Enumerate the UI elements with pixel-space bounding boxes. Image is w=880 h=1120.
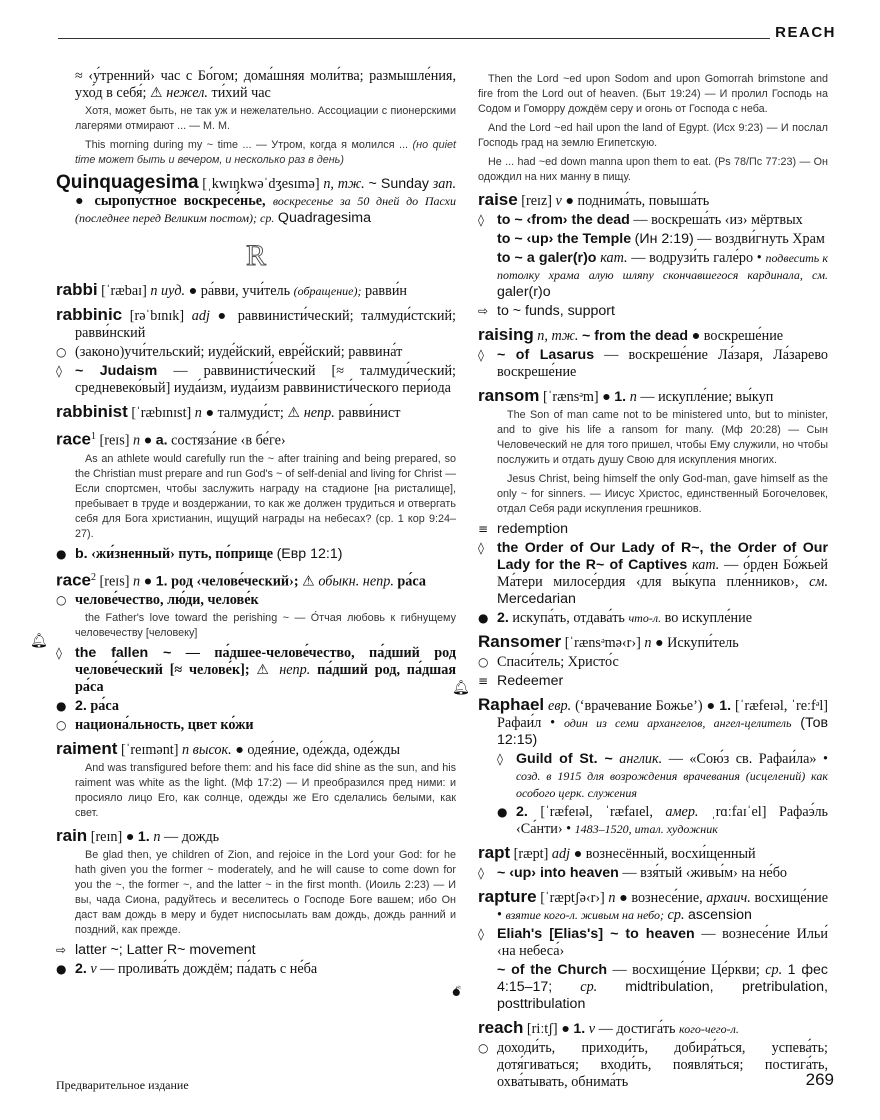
bullet-icon: ● [56,546,67,561]
letter-divider: R [245,239,266,272]
bullet-icon: ● [56,699,67,714]
diamond-marker-icon: ◊ [497,752,503,766]
entry-rapture: rapture [ˈræptʃə‹r›] n ● вознесе́ние, архаич. восхище́ние • взятие кого-л. живым на небо; ср. ascension [478,887,828,923]
entry-rabbi: rabbi [ˈræbaɪ] n иуд. ● ра́вви, учи́тель (обращение); равви́н [56,280,408,299]
sub-sense: ○ национа́льность, цвет ко́жи [56,717,254,734]
circle-marker-icon: ○ [478,1041,489,1055]
idiom: ◊ Guild of St. ~ англик. — «Сою́з св. Рафаи́ла» • созд. в 1915 для возрождения врачевания (исцелений) как особого церк. служения [497,751,828,800]
example: And the Lord ~ed hail upon the land of Egypt. (Исх 9:23) — И послал Господь град на землю Египетскую. [478,122,828,149]
example: The Son of man came not to be ministered unto, but to minister, and to give his life a ransom for many. (Мф 20:28) — Сын Человеческий не для того пришел, чтобы Ему служили, но чтобы послужить и отдать душу Свою для искупления многих. [497,409,828,466]
entry-ransom: ransom [ˈrænsᵊm] ● 1. n — искупле́ние; вы́куп [478,386,774,405]
bullet-icon: ● [497,805,508,819]
edition-note: Предварительное издание [56,1078,189,1092]
bomb-icon: 💣︎ [452,984,462,1000]
idiom: ◊ ~ of Lasarus — воскреше́ние Ла́заря, Ла́зарево воскреше́ние [478,347,829,380]
diamond-marker-icon: ◊ [56,364,62,378]
right-column [478,70,828,1093]
entry-ransomer: Ransomer [ˈrænsᵊmə‹r›] n ● Искупи́тель [478,632,739,651]
equiv-icon: ≡ [478,522,489,536]
warning-triangle-icon: ⚠ [150,85,163,101]
circle-marker-icon: ○ [478,655,489,669]
sub-sense: ○ (законо)учи́тельский; иуде́йский, евре́йский; раввина́т [56,344,403,360]
equiv-icon: ≡ [478,674,489,688]
left-column [56,68,456,980]
example: He ... had ~ed down manna upon them to eat. (Ps 78/Пс 77:23) — Он одождил на них манну в пищу. [478,156,828,183]
sub-sense: ○ доходи́ть, приходи́ть, добира́ться, успева́ть; дотя́гиваться; входи́ть, появля́ться; постига́ть, охва́тывать, обнима́ть [478,1040,828,1090]
example: As an athlete would carefully run the ~ after training and being prepared, so the Christian must prepare and run God's ~ of self-denial and living for Christ — Если спортсмен, чтобы заслужить награду на стадионе [на ристалище], пребывает в труде и воздержании, то как же должен трудиться и отвергать себя для Бога христианин, ищущий награды на небесах? (ср. 1 кор 9:24–27). [75,452,456,540]
diamond-marker-icon: ◊ [478,866,484,880]
diamond-marker-icon: ◊ [478,348,484,362]
circle-marker-icon: ○ [56,593,67,608]
bullet-icon: ● [478,611,489,625]
running-head: REACH [775,24,836,41]
entry-raise: raise [reɪz] v ● поднима́ть, повыша́ть [478,190,710,209]
example: This morning during my ~ time ... — Утром, когда я молился ... (но quiet time может быть и вечером, и несколько раз в день) [75,139,456,166]
idiom: ◊ ~ Judaism — раввинисти́ческий [≈ талмуди́ческий; средневеко́вый] иуда́изм, иуда́изм раввинисти́ческого пери́ода [56,363,457,396]
idiom: ~ of the Church — восхище́ние Це́ркви; ср. 1 фес 4:15–17; ср. midtribulation, pretribulation, posttribulation [497,962,828,1012]
diamond-marker-icon: ◊ [478,927,484,941]
header-rule [58,38,770,39]
sense-2: ● 2. искупа́ть, отдава́ть что-л. во искупле́ние [478,610,752,626]
sense-b: ● b. ‹жи́зненный› путь, по́прище (Евр 12:1) [56,545,343,562]
idiom: ◊ the fallen ~ — па́дшее-челове́чество, па́дший род челове́ческий [≈ челове́к]; ⚠ непр. па́дший род, па́дшая ра́са [56,645,457,696]
example: Jesus Christ, being himself the only God-man, gave himself as the only ~ for sinners. — Иисус Христос, единственный Богочеловек, отдал Себя ради искупления грешников. [497,473,828,515]
entry-raiment: raiment [ˈreɪmənt] n высок. ● одея́ние, оде́жда, оде́жды [56,739,401,759]
sub-sense: ○ Спаси́тель; Христо́с [478,654,619,670]
page-number: 269 [805,1070,834,1089]
sub-sense: ○ челове́чество, лю́ди, челове́к [56,592,259,609]
diamond-marker-icon: ◊ [478,541,484,555]
sense-2: ● 2. v — пролива́ть дождём; па́дать с не́ба [56,961,318,978]
entry-rabbinist: rabbinist [ˈræbɪnɪst] n ● талмуди́ст; ⚠ непр. равви́нист [56,402,401,421]
entry-rain: rain [reɪn] ● 1. n — дождь [56,826,220,846]
circle-marker-icon: ○ [56,345,67,359]
warning-triangle-icon: ⚠ [256,662,273,679]
example: And was transfigured before them: and his face did shine as the sun, and his raiment was white as the light. (Мф 17:2) — И преобразился пред ними: и просияло лицо Его, как солнце, одежды же Его сделались белыми, как свет. [75,762,456,820]
example: the Father's love toward the perishing ~ — О́тчая любовь к гибнущему человечеству [человеку] [75,612,456,640]
diamond-marker-icon: ◊ [56,646,62,661]
see-also: ⇨ latter ~; Latter R~ movement [56,942,256,959]
entry-race2: race$^2$ [reɪs] n ● 1. род ‹челове́ческий›; ⚠ обыкн. непр. ра́са [56,570,426,590]
entry-rapt: rapt [ræpt] adj ● вознесённый, восхи́щенный [478,843,756,862]
circle-marker-icon: ○ [56,718,67,733]
entry-quinquagesima: Quinquagesima [ˌkwɪŋkwəˈdʒesɪmə] n, тж. ~ Sunday зап. ● сыропу́стное воскресе́нье, воскресенье за 50 дней до Пасхи (последнее перед Великим постом); ср. Quadragesima [56,172,457,226]
entry-race1: race$^1$ [reɪs] n ● a. состяза́ние ‹в бе́ге› [56,429,286,449]
entry-rabbinic: rabbinic [rəˈbɪnɪk] adj ● раввинисти́ческий; талмуди́стский; равви́нский [56,305,456,341]
idiom: ◊ to ~ ‹from› the dead — воскреша́ть ‹из› мёртвых [478,212,803,228]
arrow-right-icon: ⇨ [56,943,67,958]
bell-icon: 🔔︎ [30,633,48,649]
bell-icon: 🔔︎ [452,680,470,696]
entry-reach: reach [riːtʃ] ● 1. v — достига́ть кого-чего-л. [478,1018,739,1037]
example: Be glad then, ye children of Zion, and rejoice in the Lord your God: for he hath given you the former ~ moderately, and he will cause to come down for you the ~, the former ~, and the latter ~ in the first month. (Иоиль 2:23) — И вы, чада Сиона, радуйтесь и веселитесь о Господе Боге вашем; ибо Он даст вам дождь в меру и будет ниспосылать вам дождь, дождь ранний и поздний, как прежде. [75,849,456,937]
bullet-icon: ● [56,962,67,977]
idiom: ◊ ~ ‹up› into heaven — взя́тый ‹живы́м› на не́бо [478,865,788,881]
warning-triangle-icon: ⚠ [302,573,315,590]
idiom: to ~ ‹up› the Temple (Ин 2:19) — воздви́гнуть Храм [497,231,825,247]
sense-2: ● 2. ра́са [56,698,119,715]
synonym: ≡ Redeemer [478,673,564,689]
entry-raphael: Raphael евр. (‘врачевание Божье’) ● 1. [ˈræfeɪəl, ˈreːfᵊl] Рафаи́л • один из семи архангелов, ангел-целитель (Тов 12:15) [478,695,829,748]
entry-raising: raising n, тж. ~ from the dead ● воскреше́ние [478,325,784,344]
entry-continuation: ≈ ‹у́тренний› час с Бо́гом; дома́шняя моли́тва; размышле́ния, ухо́д в себя́; ⚠ нежел. ти́хий час [75,68,456,101]
arrow-right-icon: ⇨ [478,304,489,318]
example: Then the Lord ~ed upon Sodom and upon Gomorrah brimstone and fire from the Lord out of heaven. (Быт 19:24) — И пролил Господь на Содом и Гоморру дождём серу и огонь от Господа с неба. [478,73,828,115]
idiom: ◊ the Order of Our Lady of R~, the Order of Our Lady for the R~ of Captives кат. — о́рден Бо́жьей Ма́тери милосе́рдия ‹для вы́купа пле́нников›, см. Mercedarian [478,540,829,607]
synonym: ≡ redemption [478,521,568,537]
example: Хотя, может быть, не так уж и нежелательно. Ассоциации с пионерскими лагерями отмирают ... — М. М. [75,105,456,132]
idiom: to ~ a galer(r)o кат. — водрузи́ть гале́ро • подвесить к потолку храма алую шляпу скончавшегося кардинала, см. galer(r)o [497,250,828,300]
sense-2: ● 2. [ˈræfeɪəl, ˈræfaɪel, амер. ˌrɑːfaɪˈel] Рафаэ́ль ‹Са́нти› • 1483–1520, итал. художник [497,804,829,837]
idiom: ◊ Eliah's [Elias's] ~ to heaven — вознесе́ние Ильи́ ‹на небеса́› [478,926,828,959]
diamond-marker-icon: ◊ [478,213,484,227]
see-also: ⇨ to ~ funds, support [478,303,615,319]
warning-triangle-icon: ⚠ [287,405,301,421]
